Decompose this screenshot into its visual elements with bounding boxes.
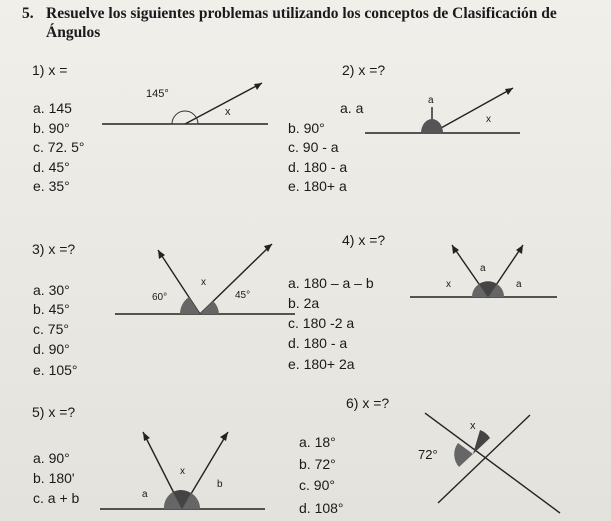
problem-1-option-e: e. 35° — [33, 178, 70, 194]
problem-1-angle-label: 145° — [146, 88, 169, 100]
problem-4-label: 4) x =? — [342, 232, 386, 248]
problem-3-option-a: a. 30° — [33, 282, 70, 298]
problem-5-x-label: x — [180, 466, 185, 477]
problem-3-x-label: x — [201, 277, 206, 288]
problem-6-option-a: a. 18° — [299, 434, 336, 450]
problem-5-option-a: a. 90° — [33, 450, 70, 466]
problem-3-label: 3) x =? — [32, 241, 76, 257]
problem-1-option-a: a. 145 — [33, 100, 72, 116]
problem-2-angle-label: a — [428, 95, 434, 106]
problem-5-label: 5) x =? — [32, 404, 76, 420]
instruction-line-2: Ángulos — [46, 24, 101, 41]
problem-1-x-label: x — [225, 106, 231, 118]
problem-3-option-e: e. 105° — [33, 362, 78, 378]
problem-4-option-a: a. 180 – a – b — [288, 275, 374, 291]
problem-6-angle-label: 72° — [418, 447, 438, 462]
problem-5-b-label: b — [217, 479, 223, 490]
problem-1-option-d: d. 45° — [33, 159, 70, 175]
problem-2-option-b: b. 90° — [288, 120, 325, 136]
problem-4-option-d: d. 180 - a — [288, 335, 348, 351]
problem-4-x-label: x — [446, 279, 451, 290]
problem-4-option-e: e. 180+ 2a — [288, 356, 355, 372]
problem-4-option-c: c. 180 -2 a — [288, 315, 355, 331]
problem-6-label: 6) x =? — [346, 395, 390, 411]
problem-1-option-b: b. 90° — [33, 120, 70, 136]
problem-3-right-angle-label: 45° — [235, 290, 251, 301]
problem-6-option-c: c. 90° — [299, 477, 335, 493]
problem-6-option-d: d. 108° — [299, 500, 344, 516]
question-number: 5. — [22, 5, 34, 22]
problem-2-label: 2) x =? — [342, 62, 386, 78]
problem-4-top-angle-label: a — [480, 263, 486, 274]
problem-6-x-label: x — [470, 420, 476, 432]
problem-4-option-b: b. 2a — [288, 295, 320, 311]
problem-2-option-e: e. 180+ a — [288, 178, 347, 194]
problem-4-right-angle-label: a — [516, 279, 522, 290]
problem-2-x-label: x — [486, 114, 491, 125]
problem-5-a-label: a — [142, 489, 148, 500]
problem-3-option-c: c. 75° — [33, 321, 69, 337]
problem-6-option-b: b. 72° — [299, 456, 336, 472]
problem-2-option-d: d. 180 - a — [288, 159, 348, 175]
problem-1-option-c: c. 72. 5° — [33, 139, 85, 155]
instruction-line-1: Resuelve los siguientes problemas utilizando los conceptos de Clasificación de — [46, 5, 557, 22]
problem-3-left-angle-label: 60° — [152, 292, 168, 303]
problem-1-label: 1) x = — [32, 62, 68, 78]
problem-5-option-c: c. a + b — [33, 490, 80, 506]
problem-5-option-b: b. 180' — [33, 470, 75, 486]
problem-3-option-b: b. 45° — [33, 301, 70, 317]
problem-3-option-d: d. 90° — [33, 341, 70, 357]
problem-2-option-a: a. a — [340, 100, 364, 116]
problem-2-option-c: c. 90 - a — [288, 139, 339, 155]
